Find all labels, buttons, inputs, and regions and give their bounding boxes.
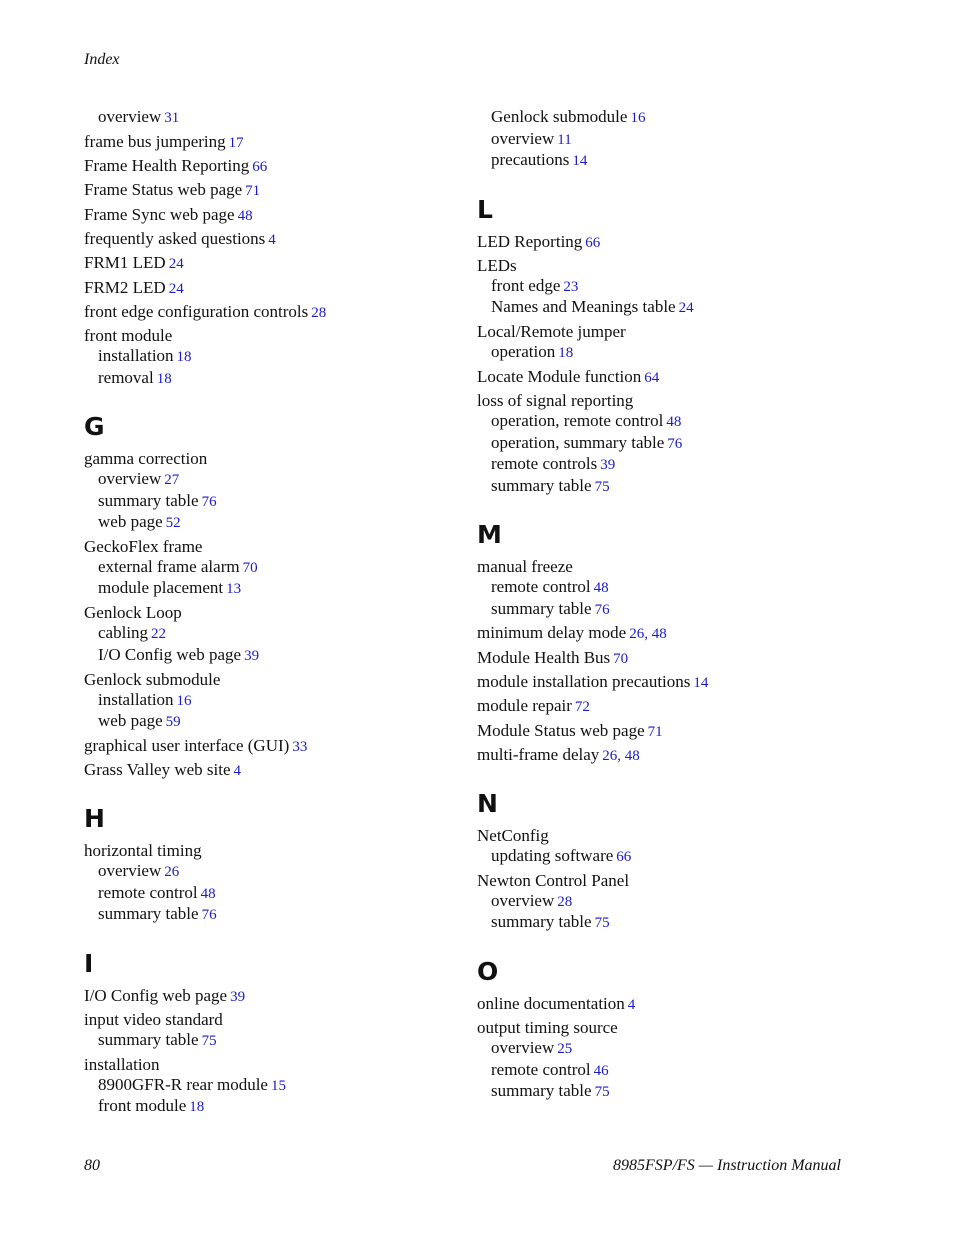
index-subentry <box>477 433 857 455</box>
page-separator: , <box>617 747 625 764</box>
index-subentry <box>84 491 464 513</box>
entry-term: module repair <box>477 696 572 716</box>
index-entry <box>84 760 464 781</box>
page-link[interactable]: 76 <box>594 601 610 618</box>
page-link[interactable]: 70 <box>613 650 629 667</box>
page-link[interactable]: 28 <box>311 304 327 321</box>
index-subentry <box>84 557 464 579</box>
page-link[interactable]: 31 <box>164 110 180 126</box>
index-entry <box>477 391 857 411</box>
page-link[interactable]: 33 <box>292 738 308 755</box>
entry-term: precautions <box>491 150 570 169</box>
page-link[interactable]: 26 <box>164 864 180 881</box>
page-link[interactable]: 18 <box>189 1099 205 1116</box>
page-link[interactable]: 48 <box>624 747 640 764</box>
entry-term: summary table <box>491 912 592 932</box>
index-entry <box>84 156 464 177</box>
page-link[interactable]: 25 <box>557 1041 573 1058</box>
entry-term: frequently asked questions <box>84 228 266 248</box>
index-subentry <box>84 107 464 129</box>
index-subentry <box>84 512 464 534</box>
page-link[interactable]: 26 <box>629 626 645 643</box>
entry-term: frame bus jumpering <box>84 131 226 151</box>
section-letter: L <box>477 194 493 224</box>
entry-term: Genlock submodule <box>491 107 628 126</box>
index-entry <box>84 736 464 757</box>
entry-term: input video standard <box>84 1009 223 1029</box>
entry-term: Local/Remote jumper <box>477 322 626 342</box>
entry-term: module placement <box>98 578 224 598</box>
page-link[interactable]: 4 <box>268 231 276 248</box>
entry-term: Frame Status web page <box>84 180 243 200</box>
entry-term: front edge <box>491 275 561 295</box>
index-subentry <box>477 1038 857 1060</box>
page-link[interactable]: 76 <box>667 435 683 452</box>
page-link[interactable]: 70 <box>242 559 258 576</box>
entry-term: installation <box>98 346 174 366</box>
page-link[interactable]: 64 <box>644 369 660 386</box>
page-link[interactable]: 48 <box>666 414 682 431</box>
entry-term: front module <box>98 1096 187 1116</box>
section-letter: H <box>84 804 105 834</box>
entry-term: overview <box>98 469 162 489</box>
index-subentry <box>477 599 857 621</box>
index-subentry <box>84 623 464 645</box>
entry-term: graphical user interface (GUI) <box>84 735 290 755</box>
index-entry <box>477 232 857 253</box>
index-entry <box>477 256 857 276</box>
index-subentry <box>84 904 464 926</box>
index-entry <box>84 1055 464 1075</box>
index-entry <box>477 871 857 891</box>
section-letter: I <box>84 948 94 978</box>
page-link[interactable]: 59 <box>165 714 181 731</box>
index-subentry <box>84 1030 464 1052</box>
entry-term: front module <box>84 326 173 346</box>
index-entry <box>84 537 464 557</box>
entry-term: Module Health Bus <box>477 647 611 667</box>
entry-term: installation <box>98 689 174 709</box>
page-link[interactable]: 72 <box>574 699 590 716</box>
entry-term: module installation precautions <box>477 672 691 692</box>
index-entry <box>84 326 464 346</box>
entry-term: Module Status web page <box>477 720 645 740</box>
entry-term: Newton Control Panel <box>477 870 630 890</box>
index-entry <box>84 229 464 250</box>
entry-term: external frame alarm <box>98 556 240 576</box>
entry-term: remote control <box>491 1059 591 1079</box>
page-link[interactable]: 24 <box>678 300 694 317</box>
index-column-right <box>477 107 857 1103</box>
index-subentry <box>477 107 857 129</box>
index-subentry <box>84 690 464 712</box>
section-letter: M <box>477 520 502 550</box>
index-subentry <box>477 891 857 913</box>
index-subentry <box>84 861 464 883</box>
entry-term: remote control <box>98 882 198 902</box>
page-link[interactable]: 48 <box>237 207 253 224</box>
page-link[interactable]: 26 <box>602 747 618 764</box>
entry-term: web page <box>98 711 163 731</box>
page-link[interactable]: 75 <box>594 478 610 495</box>
page-link[interactable]: 52 <box>165 515 181 532</box>
page-link[interactable]: 66 <box>585 234 601 251</box>
entry-term: summary table <box>98 1029 199 1049</box>
entry-term: summary table <box>98 490 199 510</box>
index-subentry <box>477 150 857 172</box>
index-entry <box>477 367 857 388</box>
index-entry <box>84 278 464 299</box>
entry-term: FRM2 LED <box>84 277 166 297</box>
index-entry <box>84 180 464 201</box>
page-link[interactable]: 48 <box>593 580 609 597</box>
index-entry <box>84 670 464 690</box>
entry-term: gamma correction <box>84 449 208 469</box>
index-column-left <box>84 107 464 1118</box>
section-letter: N <box>477 788 498 818</box>
entry-term: manual freeze <box>477 557 573 577</box>
page-link[interactable]: 11 <box>557 131 572 148</box>
index-subentry <box>477 411 857 433</box>
page-link[interactable]: 76 <box>201 493 217 510</box>
entry-term: Names and Meanings table <box>491 297 676 317</box>
index-subentry <box>84 645 464 667</box>
section-letter: G <box>84 412 105 442</box>
entry-term: operation, summary table <box>491 432 665 452</box>
index-entry <box>477 672 857 693</box>
entry-term: Genlock submodule <box>84 669 221 689</box>
page-link[interactable]: 48 <box>651 626 667 643</box>
page-link[interactable]: 4 <box>627 996 636 1013</box>
index-subentry <box>84 578 464 600</box>
entry-term: Genlock Loop <box>84 603 182 623</box>
page-link[interactable]: 17 <box>228 134 244 151</box>
index-entry <box>477 322 857 342</box>
index-subentry <box>477 454 857 476</box>
page-link[interactable]: 66 <box>616 848 632 865</box>
index-entry <box>84 132 464 153</box>
entry-term: front edge configuration controls <box>84 301 309 321</box>
document-title: 8985FSP/FS — Instruction Manual <box>613 1157 841 1174</box>
page-link[interactable]: 4 <box>233 763 242 780</box>
entry-term: minimum delay mode <box>477 623 627 643</box>
index-subentry <box>84 469 464 491</box>
page-link[interactable]: 39 <box>244 647 260 664</box>
index-subentry <box>477 476 857 498</box>
page-link[interactable]: 71 <box>245 183 261 200</box>
running-header: Index <box>84 51 120 68</box>
index-entry <box>84 986 464 1007</box>
page-link[interactable]: 14 <box>572 153 588 169</box>
page-link[interactable]: 14 <box>693 675 709 692</box>
index-subentry <box>84 368 464 390</box>
entry-term: summary table <box>98 904 199 924</box>
page-link[interactable]: 48 <box>200 885 216 902</box>
page-link[interactable]: 27 <box>164 472 180 489</box>
page-link[interactable]: 66 <box>252 159 268 176</box>
entry-term: multi-frame delay <box>477 744 600 764</box>
page-link[interactable]: 46 <box>593 1062 609 1079</box>
index-entry <box>84 841 464 861</box>
entry-term: FRM1 LED <box>84 253 166 273</box>
index-subentry <box>84 711 464 733</box>
page-separator: , <box>644 626 652 643</box>
index-entry <box>477 1018 857 1038</box>
page-link[interactable]: 75 <box>201 1032 217 1049</box>
index-subentry <box>477 297 857 319</box>
entry-term: GeckoFlex frame <box>84 536 203 556</box>
entry-term: overview <box>98 107 162 126</box>
index-entry <box>84 1010 464 1030</box>
index-entry <box>84 603 464 623</box>
page-link[interactable]: 18 <box>176 349 192 366</box>
page-link[interactable]: 15 <box>270 1077 286 1094</box>
index-entry <box>477 648 857 669</box>
index-entry <box>477 696 857 717</box>
entry-term: I/O Config web page <box>98 644 242 664</box>
index-subentry <box>477 129 857 151</box>
entry-term: overview <box>491 890 555 910</box>
page-link[interactable]: 28 <box>557 893 573 910</box>
page-link[interactable]: 24 <box>168 256 184 273</box>
page-link[interactable]: 76 <box>201 907 217 924</box>
entry-term: LED Reporting <box>477 231 583 251</box>
index-subentry <box>477 276 857 298</box>
page-number: 80 <box>84 1157 100 1174</box>
entry-term: removal <box>98 367 154 387</box>
index-subentry <box>477 912 857 934</box>
page-link[interactable]: 18 <box>558 345 574 362</box>
entry-term: web page <box>98 512 163 532</box>
entry-term: operation, remote control <box>491 411 664 431</box>
entry-term: Frame Health Reporting <box>84 156 250 176</box>
entry-term: horizontal timing <box>84 841 202 861</box>
page-link[interactable]: 16 <box>630 110 646 126</box>
index-subentry <box>84 1075 464 1097</box>
index-subentry <box>477 846 857 868</box>
index-entry <box>477 826 857 846</box>
index-entry <box>477 745 857 766</box>
page-link[interactable]: 24 <box>168 280 184 297</box>
index-subentry <box>477 577 857 599</box>
entry-term: remote control <box>491 577 591 597</box>
entry-term: summary table <box>491 1081 592 1101</box>
page-link[interactable]: 39 <box>600 457 616 474</box>
index-subentry <box>477 1060 857 1082</box>
entry-term: output timing source <box>477 1018 618 1038</box>
entry-term: overview <box>491 128 555 148</box>
index-entry <box>84 449 464 469</box>
page-link[interactable]: 22 <box>151 626 167 643</box>
entry-term: NetConfig <box>477 825 549 845</box>
entry-term: online documentation <box>477 993 625 1013</box>
index-subentry <box>84 883 464 905</box>
entry-term: installation <box>84 1054 160 1074</box>
entry-term: loss of signal reporting <box>477 391 634 411</box>
index-entry <box>477 994 857 1015</box>
index-subentry <box>84 1096 464 1118</box>
index-entry <box>84 205 464 226</box>
index-entry <box>84 302 464 323</box>
entry-term: summary table <box>491 598 592 618</box>
page-link[interactable]: 75 <box>594 1084 610 1101</box>
page-link[interactable]: 39 <box>230 988 246 1005</box>
index-subentry <box>477 1081 857 1103</box>
index-subentry <box>84 346 464 368</box>
entry-term: summary table <box>491 475 592 495</box>
entry-term: remote controls <box>491 454 598 474</box>
page-link[interactable]: 71 <box>647 723 663 740</box>
entry-term: overview <box>491 1038 555 1058</box>
index-entry <box>477 623 857 644</box>
index-entry <box>477 721 857 742</box>
index-subentry <box>477 342 857 364</box>
entry-term: Frame Sync web page <box>84 204 235 224</box>
page-link[interactable]: 13 <box>226 581 242 598</box>
entry-term: updating software <box>491 845 614 865</box>
page-link[interactable]: 23 <box>563 278 579 295</box>
entry-term: Locate Module function <box>477 366 642 386</box>
entry-term: 8900GFR-R rear module <box>98 1074 268 1094</box>
entry-term: LEDs <box>477 255 517 275</box>
entry-term: cabling <box>98 623 149 643</box>
section-letter: O <box>477 956 499 986</box>
entry-term: operation <box>491 342 556 362</box>
page-link[interactable]: 75 <box>594 915 610 932</box>
entry-term: overview <box>98 861 162 881</box>
page-link[interactable]: 16 <box>176 692 192 709</box>
entry-term: I/O Config web page <box>84 985 228 1005</box>
page-link[interactable]: 18 <box>156 370 172 387</box>
entry-term: Grass Valley web site <box>84 760 231 780</box>
index-entry <box>477 557 857 577</box>
index-entry <box>84 253 464 274</box>
